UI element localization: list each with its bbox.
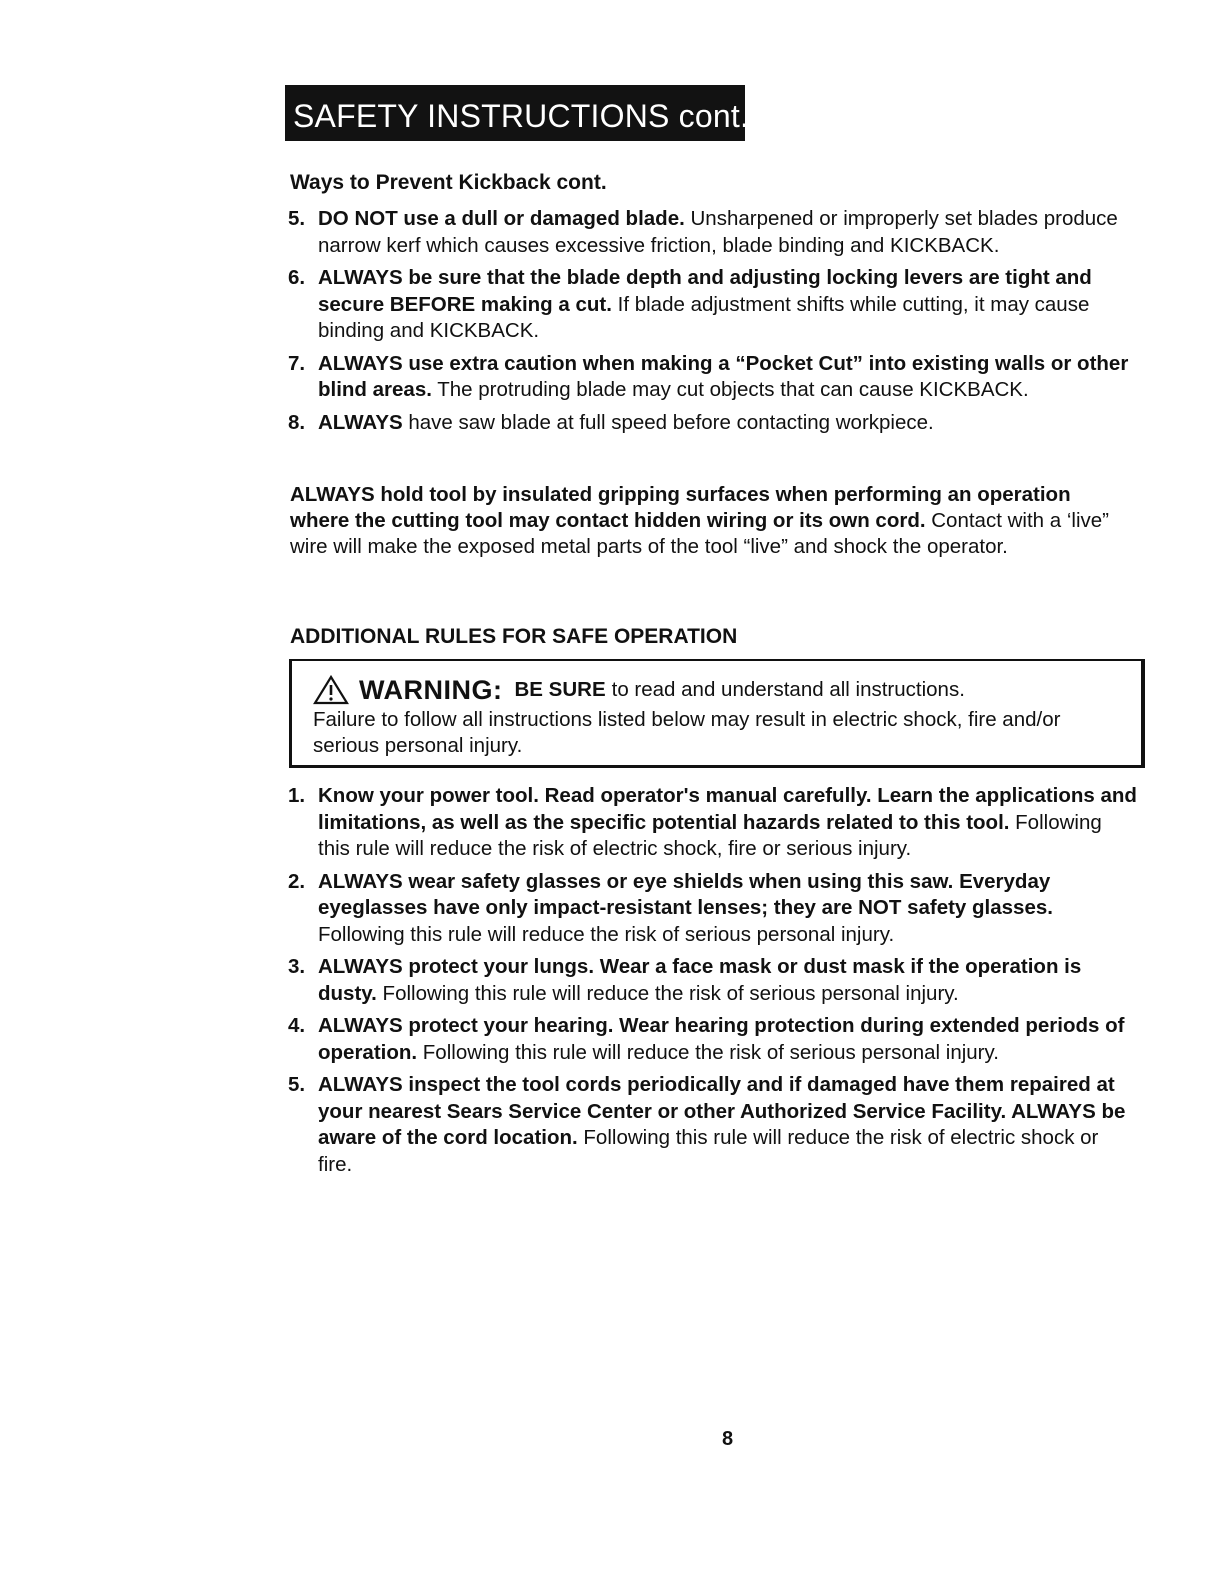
warning-headline [313, 673, 1121, 707]
list-item [288, 410, 1138, 437]
list-item [288, 1013, 1138, 1066]
item-number: 3. [288, 955, 306, 978]
item-rule: ALWAYS [318, 410, 403, 434]
section-title-banner [285, 85, 750, 141]
warning-triangle-icon [313, 675, 349, 705]
item-explanation: Following this rule will reduce the risk of serious personal injury. [318, 922, 895, 946]
list-item [288, 206, 1138, 259]
item-explanation: Following this rule will reduce the risk of serious personal injury. [417, 1040, 999, 1064]
kickback-rules-list [288, 206, 1138, 442]
additional-rules-heading: ADDITIONAL RULES FOR SAFE OPERATION [290, 625, 738, 648]
kickback-subheading: Ways to Prevent Kickback cont. [290, 171, 607, 194]
item-rule: ALWAYS protect your hearing. Wear hearing protection during extended periods of operation. [318, 1014, 1125, 1064]
item-explanation: If blade adjustment shifts while cutting, it may cause binding and KICKBACK. [318, 292, 1090, 342]
paragraph-rule: ALWAYS hold tool by insulated gripping surfaces when performing an operation where the cutting tool may contact hidden wiring or its own cord. [290, 483, 1071, 532]
item-rule: DO NOT use a dull or damaged blade. [318, 207, 685, 230]
list-item [288, 265, 1138, 345]
page-title: SAFETY INSTRUCTIONS cont. [293, 98, 750, 134]
item-rule: Know your power tool. Read operator's manual carefully. Learn the applications and limitations, as well as the specific potential hazards related to this tool. [318, 784, 1137, 834]
item-explanation: Following this rule will reduce the risk of serious personal injury. [376, 981, 959, 1005]
item-explanation: The protruding blade may cut objects that can cause KICKBACK. [431, 378, 1029, 401]
warning-first-line: to read and understand all instructions. [611, 678, 965, 701]
item-explanation: Unsharpened or improperly set blades produce narrow kerf which causes excessive friction, blade binding and KICKBACK. [318, 207, 1118, 257]
item-number: 7. [288, 351, 306, 375]
item-number: 5. [288, 1073, 306, 1096]
warning-body: Failure to follow all instructions listed below may result in electric shock, fire and/or serious personal injury. [313, 708, 1061, 757]
item-number: 6. [288, 266, 306, 289]
warning-box [289, 659, 1145, 768]
item-number: 2. [288, 869, 306, 893]
item-number: 1. [288, 784, 306, 807]
list-item [288, 954, 1138, 1007]
paragraph-explanation: Contact with a ‘live” wire will make the exposed metal parts of the tool “live” and shock the operator. [290, 509, 1109, 558]
item-rule: ALWAYS protect your lungs. Wear a face mask or dust mask if the operation is dusty. [318, 955, 1082, 1005]
insulated-grip-paragraph [290, 482, 1130, 560]
additional-rules-list [288, 783, 1138, 1184]
item-rule: ALWAYS wear safety glasses or eye shields when using this saw. Everyday eyeglasses have only impact-resistant lenses; they are NOT safety glasses. [318, 869, 1053, 919]
warning-label: WARNING: [359, 674, 503, 705]
item-number: 8. [288, 410, 306, 434]
list-item [288, 869, 1138, 949]
item-explanation: Following this rule will reduce the risk of electric shock, fire or serious injury. [318, 810, 1102, 860]
item-number: 4. [288, 1014, 306, 1037]
be-sure-label: BE SURE [514, 678, 606, 701]
list-item [288, 783, 1138, 863]
item-rule: ALWAYS be sure that the blade depth and adjusting locking levers are tight and secure BEFORE making a cut. [318, 266, 1092, 316]
item-explanation: have saw blade at full speed before contacting workpiece. [402, 410, 934, 434]
list-item [288, 351, 1138, 404]
page-number: 8 [722, 1428, 734, 1450]
item-rule: ALWAYS inspect the tool cords periodically and if damaged have them repaired at your nearest Sears Service Center or other Authorized Service Facility. ALWAYS be aware of the cord location. [318, 1073, 1126, 1149]
item-rule: ALWAYS use extra caution when making a “Pocket Cut” into existing walls or other blind areas. [318, 351, 1129, 401]
item-number: 5. [288, 207, 306, 230]
item-explanation: Following this rule will reduce the risk of electric shock or fire. [318, 1126, 1099, 1176]
list-item [288, 1072, 1138, 1178]
